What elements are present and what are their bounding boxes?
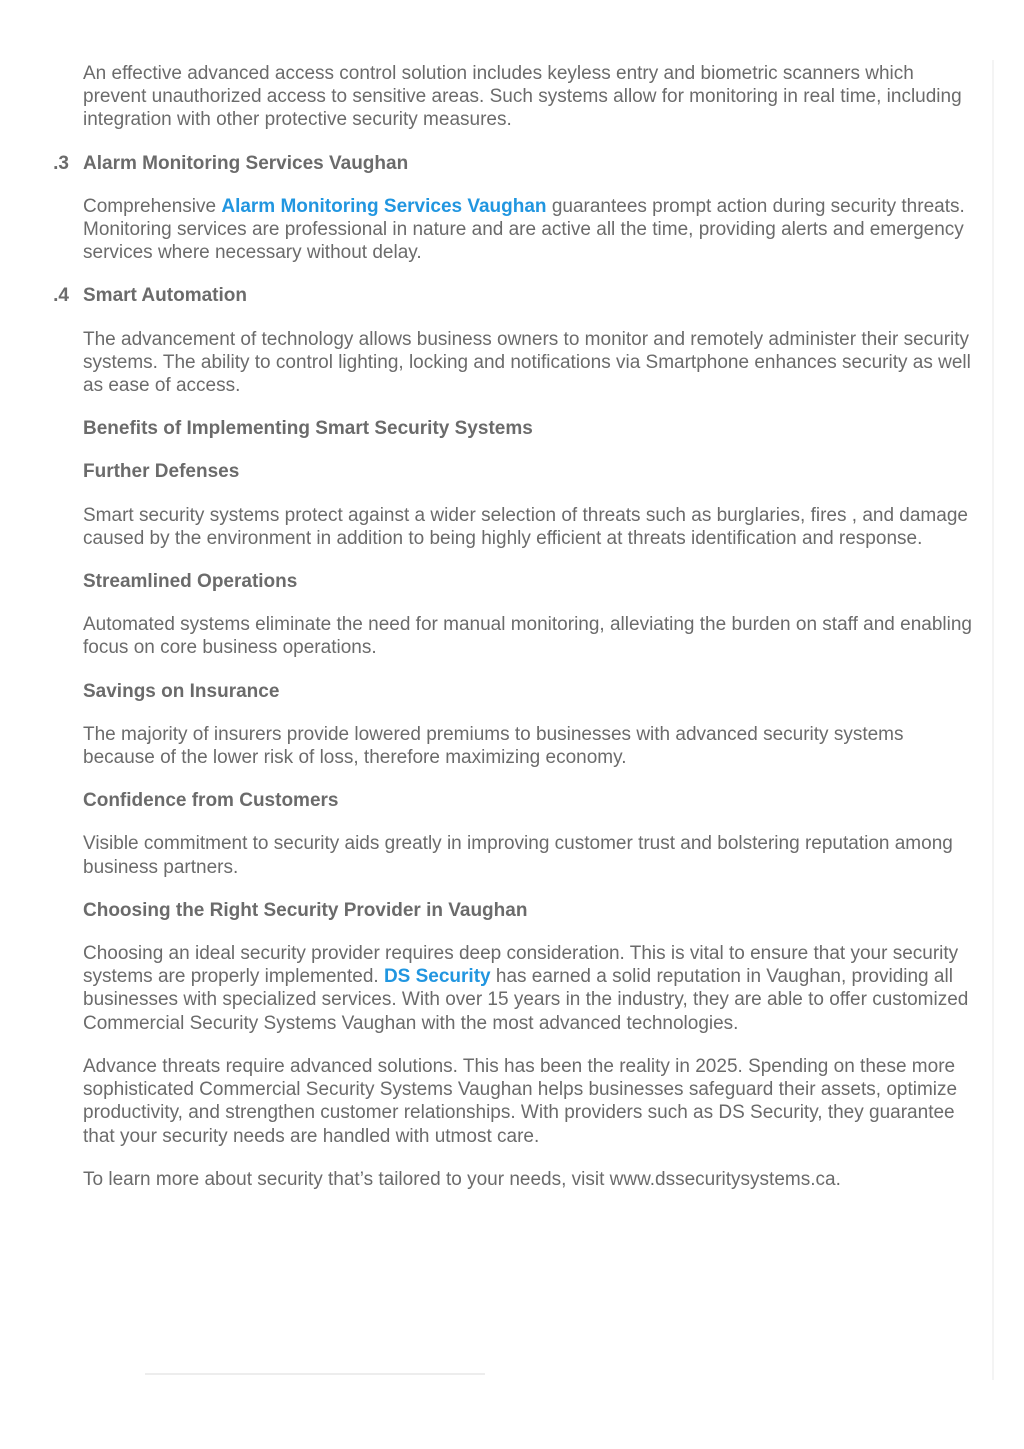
alarm-text-after: guarantees prompt action during security threats. Monitoring services are professional in nature and are active all the time, providing alerts and emergency services where necessary without delay. bbox=[83, 195, 965, 264]
provider-text-after: has earned a solid reputation in Vaughan, providing all businesses with specialized services. With over 15 years in the industry, they are able to offer customized Commercial Security Systems Vaughan with the most advanced technologies. bbox=[83, 966, 969, 1034]
benefit-heading: Streamlined Operations bbox=[83, 571, 298, 593]
alarm-heading-text: Alarm Monitoring Services Vaughan bbox=[83, 152, 409, 174]
intro-paragraph: An effective advanced access control solution includes keyless entry and biometric scanners which prevent unauthorized access to sensitive areas. Such systems allow for monitoring in real time, including integration with other protective security measures. bbox=[83, 63, 962, 131]
automation-heading bbox=[53, 284, 975, 307]
alarm-text-before: Comprehensive bbox=[83, 195, 222, 217]
benefits-heading: Benefits of Implementing Smart Security Systems bbox=[83, 418, 533, 440]
page-edge-shadow bbox=[992, 60, 994, 1380]
closing-paragraph: Advance threats require advanced solutions. This has been the reality in 2025. Spending on these more sophisticated Commercial Security Systems Vaughan helps businesses safeguard their assets, optimize productivity, and strengthen customer relationships. With providers such as DS Security, they guarantee that your security needs are handled with utmost care. bbox=[83, 1055, 958, 1147]
list-number: 3. bbox=[53, 152, 69, 174]
provider-paragraph bbox=[83, 942, 975, 1035]
benefit-heading: Confidence from Customers bbox=[83, 790, 339, 812]
alarm-heading bbox=[53, 152, 975, 175]
provider-text-before: Choosing an ideal security provider requires deep consideration. This is vital to ensure that your security systems are properly implemented. bbox=[83, 943, 959, 988]
alarm-monitoring-link[interactable]: Alarm Monitoring Services Vaughan bbox=[221, 195, 547, 217]
provider-heading: Choosing the Right Security Provider in Vaughan bbox=[83, 899, 528, 921]
article-body bbox=[53, 62, 975, 1211]
ds-security-link[interactable]: DS Security bbox=[383, 966, 491, 988]
cta-paragraph: To learn more about security that’s tailored to your needs, visit www.dssecuritysystems.ca. bbox=[83, 1168, 841, 1190]
benefit-paragraph: The majority of insurers provide lowered premiums to businesses with advanced security systems because of the lower risk of loss, therefore maximizing economy. bbox=[83, 723, 904, 769]
list-number: 4. bbox=[53, 285, 69, 307]
footer-divider bbox=[145, 1373, 485, 1375]
benefit-paragraph: Visible commitment to security aids greatly in improving customer trust and bolstering reputation among business partners. bbox=[83, 833, 953, 878]
benefit-heading: Further Defenses bbox=[83, 461, 240, 483]
benefit-paragraph: Automated systems eliminate the need for manual monitoring, alleviating the burden on staff and enabling focus on core business operations. bbox=[83, 614, 972, 659]
alarm-paragraph bbox=[83, 195, 975, 265]
automation-paragraph: The advancement of technology allows business owners to monitor and remotely administer their security systems. The ability to control lighting, locking and notifications via Smartphone enhances security as well as ease of access. bbox=[83, 328, 971, 397]
benefit-heading: Savings on Insurance bbox=[83, 680, 280, 702]
automation-heading-text: Smart Automation bbox=[83, 285, 247, 307]
benefit-paragraph: Smart security systems protect against a wider selection of threats such as burglaries, fires , and damage caused by the environment in addition to being highly efficient at threats identification and response. bbox=[83, 504, 968, 549]
